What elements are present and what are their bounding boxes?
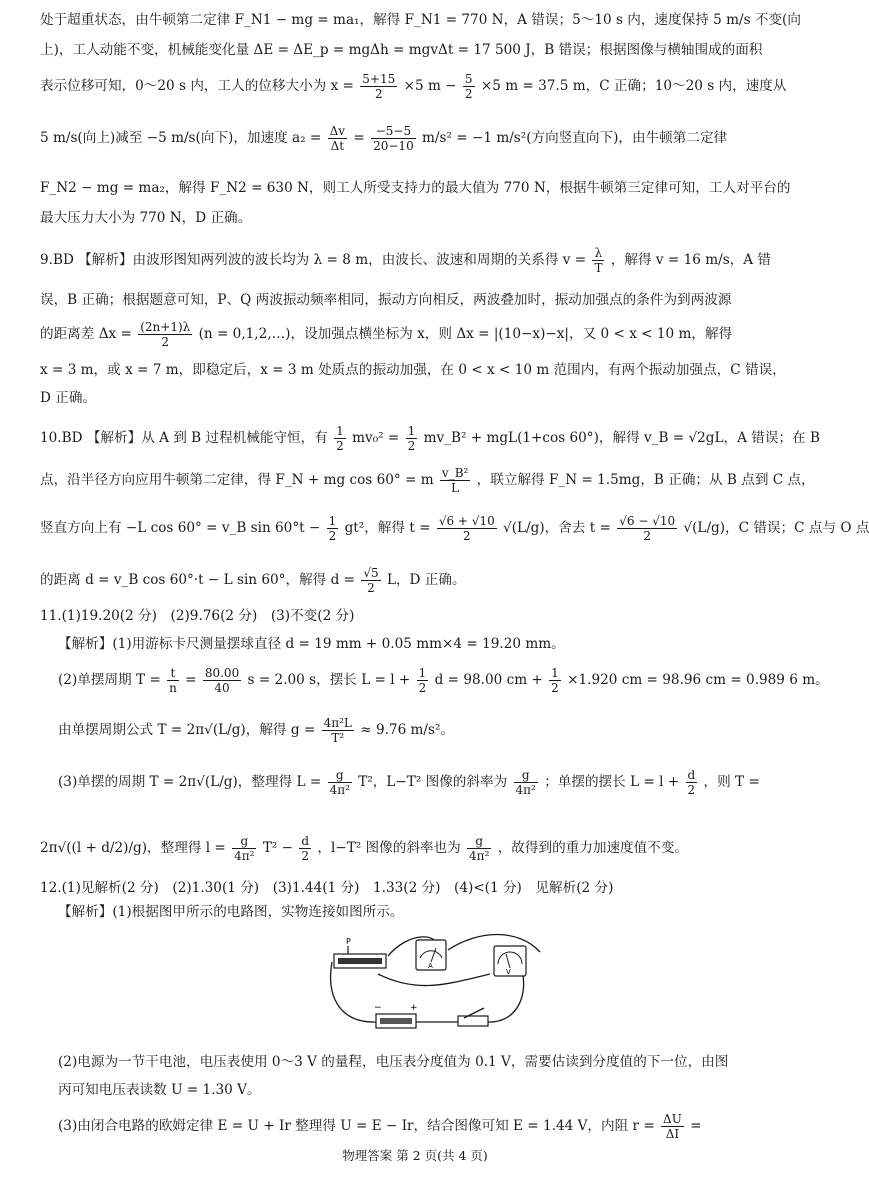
page-footer: 物理答案 第 2 页(共 4 页): [342, 1148, 488, 1163]
fraction: $\frac{(2n+1)\lambda}{2}$: [140, 320, 191, 349]
voltmeter-label: V: [506, 968, 511, 976]
fraction: $\frac{d}{2}$: [301, 834, 310, 863]
text-line: 表示位移可知，0～20 s 内，工人的位移大小为 x = $\frac{5+15}{2}$ ×5 m − $\frac{5}{2}$ ×5 m = 37.5 m，C 正确；10～20 s 内，速度从: [40, 72, 787, 101]
fraction: $\frac{g}{\text{4π²}}$: [515, 768, 536, 797]
fraction: $\frac{1}{2}$: [336, 424, 344, 453]
text-line: F_N2 − mg = ma₂，解得 F_N2 = 630 N，则工人所受支持力的最大值为 770 N，根据牛顿第三定律可知，工人对平台的: [40, 180, 791, 196]
fraction: $\frac{80.00}{40}$: [204, 666, 240, 695]
q11-line: (2)单摆周期 T = $\frac{t}{n}$ = $\frac{80.00}{40}$ s = 2.00 s，摆长 L = l + $\frac{1}{2}$ d = 98.00 cm + $\frac{1}{2}$ ×1.920 cm = 98.96 cm = 0.989 6 m。: [58, 666, 829, 695]
fraction: $\frac{d}{2}$: [687, 768, 696, 797]
q12-line: 【解析】(1)根据图甲所示的电路图，实物连接如图所示。: [58, 904, 404, 920]
fraction: $\frac{1}{2}$: [407, 424, 416, 453]
battery-minus-label: −: [374, 1003, 382, 1013]
q9-line: 9.BD 【解析】由波形图知两列波的波长均为 λ = 8 m，由波长、波速和周期的关系得 v = $\frac{\lambda}{T}$ ，解得 v = 16 m/s，A 错: [40, 246, 772, 275]
fraction: $\frac{1}{2}$: [418, 666, 427, 695]
text-line: 5 m/s(向上)减至 −5 m/s(向下)，加速度 a₂ = $\frac{\Delta v}{\Delta t}$ = $\frac{-5-5}{20-10}$ m/s² = −1 m/s²(方向竖直向下)，由牛顿第二定律: [40, 124, 728, 153]
q11-line: 11.(1)19.20(2 分) (2)9.76(2 分) (3)不变(2 分): [40, 608, 355, 624]
q9-line: 的距离差 Δx = $\frac{(2n+1)\lambda}{2}$ (n = 0,1,2,…)，设加强点横坐标为 x，则 Δx = |(10−x)−x|，又 0 < x < 10 m，解得: [40, 320, 733, 349]
fraction: $\frac{\lambda}{T}$: [594, 246, 603, 275]
q11-line: 由单摆周期公式 T = 2π√(L/g)，解得 g = $\frac{\text{4π²L}}{\text{T²}}$ ≈ 9.76 m/s²。: [58, 716, 455, 745]
fraction: $\frac{√5}{2}$: [363, 566, 379, 595]
fraction: $\frac{\Delta v}{\Delta t}$: [329, 124, 346, 153]
fraction: $\frac{\Delta U}{\Delta I}$: [663, 1112, 682, 1141]
q12-line: 丙可知电压表读数 U = 1.30 V。: [58, 1082, 261, 1098]
q9-line: x = 3 m，或 x = 7 m，即稳定后，x = 3 m 处质点的振动加强，在 0 < x < 10 m 范围内，有两个振动加强点，C 错误，: [40, 362, 786, 378]
circuit-figure: [318, 934, 554, 1034]
fraction: $\frac{g}{\text{4π²}}$: [329, 768, 350, 797]
fraction: $\frac{\text{v\_B²}}{L}$: [441, 466, 469, 495]
fraction: $\frac{t}{n}$: [169, 666, 177, 695]
fraction: $\frac{5+15}{2}$: [362, 72, 396, 101]
text-line: 上)，工人动能不变，机械能变化量 ΔE = ΔE_p = mgΔh = mgvΔt = 17 500 J，B 错误；根据图像与横轴围成的面积: [40, 42, 763, 58]
fraction: $\frac{1}{2}$: [328, 514, 337, 543]
q9-line: D 正确。: [40, 390, 97, 406]
q12-line: 12.(1)见解析(2 分) (2)1.30(1 分) (3)1.44(1 分) 1.33(2 分) (4)<(1 分) 见解析(2 分): [40, 880, 614, 896]
battery-plus-label: +: [410, 1003, 418, 1013]
q10-line: 点，沿半径方向应用牛顿第二定律，得 F_N + mg cos 60° = m $\frac{\text{v\_B²}}{L}$ ，联立解得 F_N = 1.5mg，B 正确；从 B 点到 C 点，: [40, 466, 815, 495]
q11-line: 2π√((l + d/2)/g)，整理得 l = $\frac{g}{\text{4π²}}$ T² − $\frac{d}{2}$ ，l−T² 图像的斜率也为 $\frac{g}{\text{4π²}}$ ，故得到的重力加速度值不变。: [40, 834, 689, 863]
fraction: $\frac{√6 - √10}{2}$: [619, 514, 676, 543]
rheostat-label: P: [346, 937, 351, 946]
fraction: $\frac{5}{2}$: [464, 72, 473, 101]
text-line: 最大压力大小为 770 N，D 正确。: [40, 210, 252, 226]
q11-line: 【解析】(1)用游标卡尺测量摆球直径 d = 19 mm + 0.05 mm×4 = 19.20 mm。: [58, 636, 565, 652]
fraction: $\frac{g}{\text{4π²}}$: [469, 834, 490, 863]
q10-line: 竖直方向上有 −L cos 60° = v_B sin 60°t − $\frac{1}{2}$ gt²，解得 t = $\frac{√6 + √10}{2}$ √(L/g)，舍去 t = $\frac{√6 - √10}{2}$ √(L/g)，C 错误；C 点与 O 点: [40, 514, 869, 543]
q9-line: 误，B 正确；根据题意可知，P、Q 两波振动频率相同，振动方向相反，两波叠加时，振动加强点的条件为到两波源: [40, 292, 732, 308]
q12-line: (2)电源为一节干电池，电压表使用 0～3 V 的量程，电压表分度值为 0.1 V，需要估读到分度值的下一位，由图: [58, 1054, 729, 1070]
fraction: $\frac{-5-5}{20-10}$: [373, 124, 414, 153]
q12-line: (3)由闭合电路的欧姆定律 E = U + Ir 整理得 U = E − Ir，结合图像可知 E = 1.44 V，内阻 r = $\frac{\Delta U}{\Delta I}$ =: [58, 1112, 702, 1141]
text-line: 处于超重状态，由牛顿第二定律 F_N1 − mg = ma₁，解得 F_N1 = 770 N，A 错误；5～10 s 内，速度保持 5 m/s 不变(向: [40, 12, 801, 28]
switch-icon: [458, 1016, 488, 1026]
fraction: $\frac{\text{4π²L}}{\text{T²}}$: [323, 716, 352, 745]
q11-line: (3)单摆的周期 T = 2π√(L/g)，整理得 L = $\frac{g}{\text{4π²}}$ T²，L−T² 图像的斜率为 $\frac{g}{\text{4π²}}$ ；单摆的摆长 L = l + $\frac{d}{2}$ ，则 T =: [58, 768, 760, 797]
fraction: $\frac{√6 + √10}{2}$: [438, 514, 495, 543]
q10-line: 的距离 d = v_B cos 60°·t − L sin 60°，解得 d = $\frac{√5}{2}$ L，D 正确。: [40, 566, 466, 595]
fraction: $\frac{1}{2}$: [551, 666, 559, 695]
ammeter-label: A: [428, 962, 433, 970]
q10-line: 10.BD 【解析】从 A 到 B 过程机械能守恒，有 $\frac{1}{2}$ mv₀² = $\frac{1}{2}$ mv_B² + mgL(1+cos 60°)，解得 v_B = √2gL，A 错误；在 B: [40, 424, 820, 453]
fraction: $\frac{g}{\text{4π²}}$: [234, 834, 255, 863]
